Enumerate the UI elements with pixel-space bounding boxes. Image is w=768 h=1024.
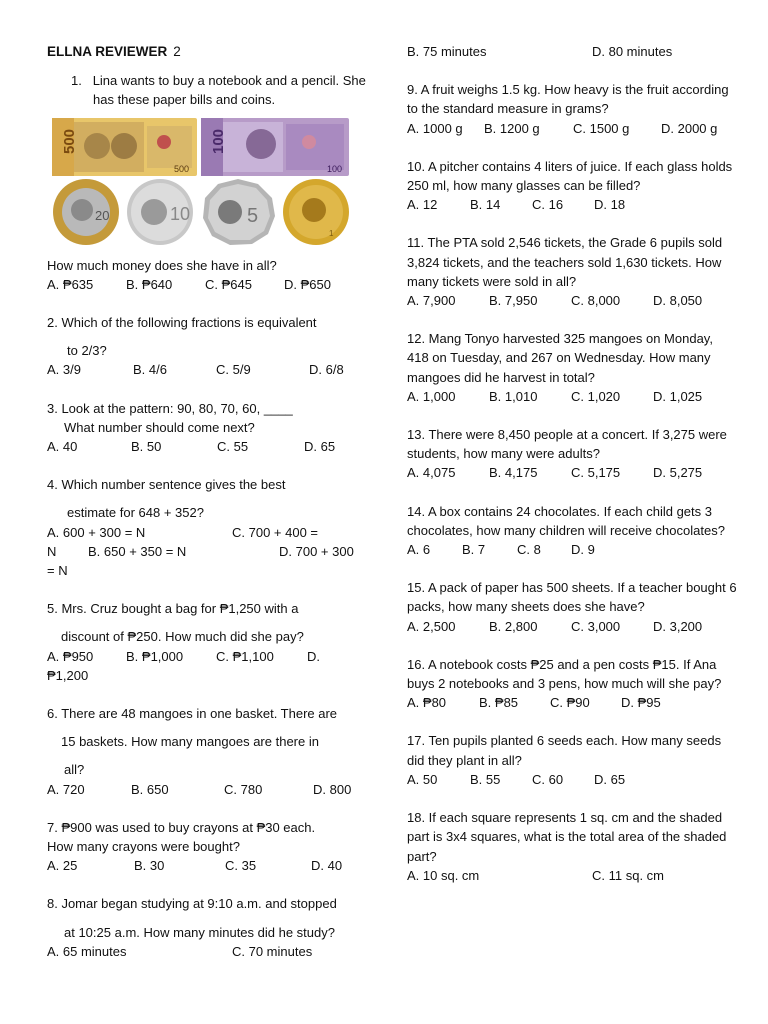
coin-5-label: 5	[247, 204, 259, 227]
q12-option-d[interactable]: D. 1,025	[653, 388, 703, 404]
q17-option-b[interactable]: B. 55	[470, 771, 501, 787]
q17-option-a[interactable]: A. 50	[407, 771, 438, 787]
question-13	[407, 425, 737, 483]
coin-20-image	[52, 178, 120, 246]
coins	[52, 178, 369, 246]
q12-option-c[interactable]: C. 1,020	[571, 388, 621, 404]
q8-option-d[interactable]: D. 80 minutes	[592, 44, 673, 59]
bill-100-side-label: 100	[210, 128, 227, 154]
bill-100-image	[201, 118, 349, 176]
q13-option-d[interactable]: D. 5,275	[653, 465, 703, 481]
coin-1-image	[282, 178, 350, 246]
q6-option-d[interactable]: D. 800	[313, 781, 352, 797]
q11-options	[407, 291, 737, 310]
q14-text: 14. A box contains 24 chocolates. If each child gets 3 chocolates, how many children will receive chocolates?	[407, 503, 725, 538]
paper-bills	[52, 118, 369, 176]
q6-text-line2: 15 baskets. How many mangoes are there in	[61, 734, 319, 750]
q2-option-b[interactable]: B. 4/6	[133, 362, 167, 378]
q13-option-a[interactable]: A. 4,075	[407, 465, 456, 481]
q2-option-c[interactable]: C. 5/9	[216, 362, 251, 378]
q14-option-a[interactable]: A. 6	[407, 542, 431, 558]
q5-option-d-continued: ₱1,200	[47, 667, 89, 683]
q4-option-d[interactable]: D. 700 + 300	[279, 543, 354, 559]
q2-option-a[interactable]: A. 3/9	[47, 362, 81, 378]
q17-options	[407, 770, 737, 789]
q12-text: 12. Mang Tonyo harvested 325 mangoes on Monday, 418 on Tuesday, and 267 on Wednesday. How many mangoes did he harvest in total?	[407, 331, 713, 385]
q18-options	[407, 866, 737, 885]
q3-option-b[interactable]: B. 50	[131, 439, 162, 455]
q15-text: 15. A pack of paper has 500 sheets. If a teacher bought 6 packs, how many sheets does she have?	[407, 580, 737, 615]
q3-text-line1: 3. Look at the pattern: 90, 80, 70, 60, ____	[47, 400, 293, 416]
q8-option-c[interactable]: C. 70 minutes	[232, 943, 313, 959]
q4-text-line1: 4. Which number sentence gives the best	[47, 477, 286, 493]
q4-option-b[interactable]: B. 650 + 350 = N	[88, 543, 187, 559]
q18-option-a[interactable]: A. 10 sq. cm	[407, 867, 480, 883]
question-9	[407, 80, 737, 138]
q5-option-c[interactable]: C. ₱1,100	[216, 648, 274, 664]
q5-option-a[interactable]: A. ₱950	[47, 648, 94, 664]
q16-text: 16. A notebook costs ₱25 and a pen costs ₱15. If Ana buys 2 notebooks and 3 pens, how much will she pay?	[407, 656, 722, 692]
bill-500-corner-label: 500	[174, 163, 190, 174]
q17-option-c[interactable]: C. 60	[532, 771, 564, 787]
q13-option-c[interactable]: C. 5,175	[571, 465, 621, 481]
coin-1-label: 1	[329, 228, 334, 238]
right-column	[407, 42, 737, 904]
q11-option-b[interactable]: B. 7,950	[489, 293, 538, 309]
q7-option-c[interactable]: C. 35	[225, 858, 257, 874]
q7-options	[47, 856, 369, 875]
question-8-continued	[407, 42, 737, 61]
q4-text-line2: estimate for 648 + 352?	[67, 505, 204, 521]
q15-options	[407, 617, 737, 636]
coin-5-image	[200, 178, 276, 246]
q7-option-a[interactable]: A. 25	[47, 858, 78, 874]
q9-options	[407, 119, 737, 138]
q7-text-line1: 7. ₱900 was used to buy crayons at ₱30 each.	[47, 819, 316, 835]
q15-option-a[interactable]: A. 2,500	[407, 618, 456, 634]
coin-20-label: 20	[95, 207, 110, 223]
question-11	[407, 233, 737, 310]
q14-option-b[interactable]: B. 7	[462, 542, 486, 558]
q17-text: 17. Ten pupils planted 6 seeds each. How many seeds did they plant in all?	[407, 733, 722, 768]
q3-text-line2: What number should come next?	[64, 419, 255, 435]
q12-option-a[interactable]: A. 1,000	[407, 388, 456, 404]
q16-options	[407, 693, 737, 712]
q6-option-c[interactable]: C. 780	[224, 781, 263, 797]
question-8	[47, 894, 369, 961]
question-7	[47, 818, 369, 876]
q12-options	[407, 387, 737, 406]
q10-option-a[interactable]: A. 12	[407, 197, 438, 213]
q9-option-c[interactable]: C. 1500 g	[573, 120, 630, 136]
q6-option-b[interactable]: B. 650	[131, 781, 169, 797]
question-12	[407, 329, 737, 406]
q9-option-a[interactable]: A. 1000 g	[407, 120, 463, 136]
q16-option-d[interactable]: D. ₱95	[621, 695, 661, 711]
q3-option-c[interactable]: C. 55	[217, 439, 249, 455]
q1-number: 1.	[71, 73, 82, 89]
q1-option-a[interactable]: A. ₱635	[47, 276, 94, 292]
q18-text: 18. If each square represents 1 sq. cm and the shaded part is 3x4 squares, what is the total area of the shaded part?	[407, 810, 727, 864]
q4-option-c-continued: N	[47, 543, 57, 559]
q7-option-b[interactable]: B. 30	[134, 858, 165, 874]
q10-text: 10. A pitcher contains 4 liters of juice. If each glass holds 250 ml, how many glasses can be filled?	[407, 158, 733, 194]
q13-text: 13. There were 8,450 people at a concert. If 3,275 were students, how many were adults?	[407, 427, 727, 462]
question-5	[47, 599, 369, 685]
bill-100-corner-label: 100	[327, 163, 343, 174]
q8-text-line2: at 10:25 a.m. How many minutes did he study?	[64, 924, 335, 940]
q11-option-c[interactable]: C. 8,000	[571, 293, 621, 309]
q10-options	[407, 195, 737, 214]
q11-option-d[interactable]: D. 8,050	[653, 293, 703, 309]
question-14	[407, 502, 737, 560]
question-16	[407, 655, 737, 713]
question-15	[407, 578, 737, 636]
coin-10-label: 10	[170, 203, 191, 224]
q13-options	[407, 463, 737, 482]
q7-text-line2: How many crayons were bought?	[47, 839, 240, 855]
q10-option-b[interactable]: B. 14	[470, 197, 501, 213]
q5-text-line2: discount of ₱250. How much did she pay?	[61, 629, 304, 645]
q10-option-d[interactable]: D. 18	[594, 197, 626, 213]
q3-option-a[interactable]: A. 40	[47, 439, 78, 455]
q8-option-b[interactable]: B. 75 minutes	[407, 44, 487, 59]
question-4	[47, 475, 369, 580]
q16-option-b[interactable]: B. ₱85	[479, 695, 519, 711]
coin-10-image	[126, 178, 194, 246]
left-column	[47, 42, 369, 980]
q6-options	[47, 780, 369, 799]
q1-option-c[interactable]: C. ₱645	[205, 276, 252, 292]
q11-text: 11. The PTA sold 2,546 tickets, the Grade 6 pupils sold 3,824 tickets, and the teachers sold 1,630 tickets. How many tickets were sold in all?	[407, 235, 723, 289]
q4-option-d-continued: = N	[47, 563, 68, 579]
q10-option-c[interactable]: C. 16	[532, 197, 564, 213]
q13-option-b[interactable]: B. 4,175	[489, 465, 538, 481]
q6-text-line1: 6. There are 48 mangoes in one basket. There are	[47, 706, 338, 722]
question-18	[407, 808, 737, 885]
q5-option-d[interactable]: D.	[307, 648, 320, 664]
q1-text: Lina wants to buy a notebook and a pencil. She has these paper bills and coins.	[92, 73, 366, 108]
q14-options	[407, 540, 737, 559]
q14-option-c[interactable]: C. 8	[517, 542, 541, 558]
question-1	[47, 71, 369, 294]
q1-question: How much money does she have in all?	[47, 257, 277, 273]
q16-option-a[interactable]: A. ₱80	[407, 695, 447, 711]
q2-text-line2: to 2/3?	[67, 343, 107, 359]
q1-option-d[interactable]: D. ₱650	[284, 276, 331, 292]
q2-options	[47, 360, 369, 379]
page-number: 2	[173, 44, 181, 59]
q3-options	[47, 437, 369, 456]
q8-text-line1: 8. Jomar began studying at 9:10 a.m. and stopped	[47, 896, 337, 912]
q9-text: 9. A fruit weighs 1.5 kg. How heavy is the fruit according to the standard measure in grams?	[407, 82, 729, 117]
question-2	[47, 313, 369, 380]
q15-option-b[interactable]: B. 2,800	[489, 618, 538, 634]
q1-option-b[interactable]: B. ₱640	[126, 276, 173, 292]
q11-option-a[interactable]: A. 7,900	[407, 293, 456, 309]
q12-option-b[interactable]: B. 1,010	[489, 388, 538, 404]
q15-option-d[interactable]: D. 3,200	[653, 618, 703, 634]
q2-option-d[interactable]: D. 6/8	[309, 362, 344, 378]
q6-option-a[interactable]: A. 720	[47, 781, 85, 797]
page-title: ELLNA REVIEWER 2	[47, 44, 181, 59]
bill-500-image	[52, 118, 197, 176]
money-figure	[52, 118, 369, 246]
q6-text-line3: all?	[64, 762, 85, 778]
q1-options	[47, 275, 369, 294]
question-6	[47, 704, 369, 799]
q18-option-c[interactable]: C. 11 sq. cm	[592, 867, 665, 883]
q9-option-b[interactable]: B. 1200 g	[484, 120, 540, 136]
q15-option-c[interactable]: C. 3,000	[571, 618, 621, 634]
q14-option-d[interactable]: D. 9	[571, 542, 595, 558]
q9-option-d[interactable]: D. 2000 g	[661, 120, 718, 136]
q2-text-line1: 2. Which of the following fractions is equivalent	[47, 315, 317, 331]
q8-option-a[interactable]: A. 65 minutes	[47, 943, 127, 959]
q4-option-a[interactable]: A. 600 + 300 = N	[47, 524, 146, 540]
bill-500-side-label: 500	[61, 128, 78, 154]
question-17	[407, 731, 737, 789]
question-10	[407, 157, 737, 215]
q5-text-line1: 5. Mrs. Cruz bought a bag for ₱1,250 with a	[47, 601, 299, 617]
q7-option-d[interactable]: D. 40	[311, 858, 343, 874]
q17-option-d[interactable]: D. 65	[594, 771, 626, 787]
q16-option-c[interactable]: C. ₱90	[550, 695, 590, 711]
q5-option-b[interactable]: B. ₱1,000	[126, 648, 184, 664]
q5-options	[47, 647, 369, 666]
q3-option-d[interactable]: D. 65	[304, 439, 336, 455]
q4-option-c[interactable]: C. 700 + 400 =	[232, 524, 319, 540]
question-3	[47, 399, 369, 457]
